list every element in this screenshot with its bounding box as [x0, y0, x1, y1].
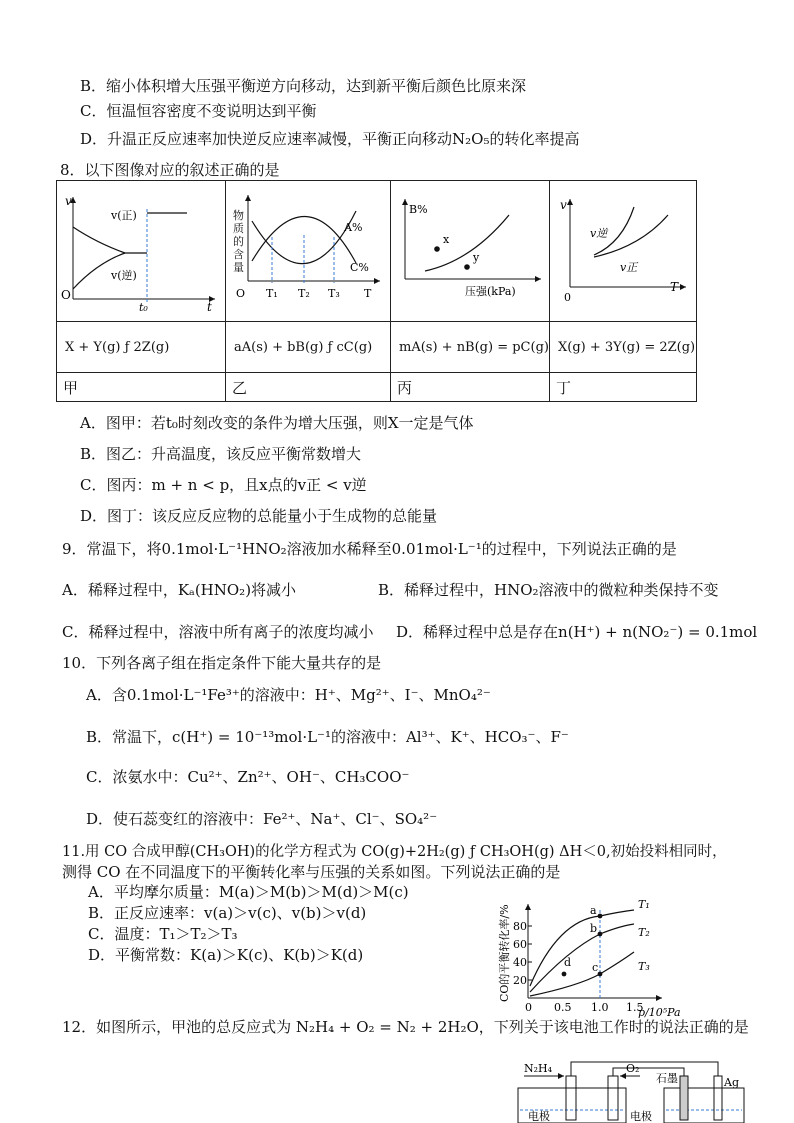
graph-jia-t: t	[207, 300, 212, 314]
q12-figure	[500, 1058, 760, 1123]
q9-option-c: C．稀释过程中，溶液中所有离子的浓度均减小	[62, 623, 374, 641]
q11-curve-t1: T₁	[638, 898, 650, 911]
q11-point-d: d	[564, 956, 572, 969]
q12-n2h4: N₂H₄	[524, 1062, 553, 1075]
graph-ding-o: 0	[564, 291, 571, 304]
q7-option-b: B．缩小体积增大压强平衡逆方向移动，达到新平衡后颜色比原来深	[80, 77, 527, 95]
graph-yi	[226, 181, 391, 322]
q11-point-b: b	[590, 922, 598, 935]
graph-ding-svg	[550, 181, 696, 317]
q8-option-c: C．图丙：m + n < p，且x点的v正 < v逆	[80, 476, 367, 494]
q11-point-c: c	[592, 961, 599, 974]
q11-stem-line2: 测得 CO 在不同温度下的平衡转化率与压强的关系如图。下列说法正确的是	[62, 863, 561, 881]
q9-option-a: A．稀释过程中，Kₐ(HNO₂)将减小	[62, 581, 297, 599]
graph-yi-ylabel: 物质的含量	[233, 209, 244, 274]
graph-bing-y: y	[473, 251, 480, 264]
q11-option-a: A．平均摩尔质量：M(a)＞M(b)＞M(d)＞M(c)	[88, 883, 409, 901]
q8-stem: 8．以下图像对应的叙述正确的是	[60, 161, 280, 179]
q10-stem: 10．下列各离子组在指定条件下能大量共存的是	[62, 654, 382, 672]
graph-jia-t0: t₀	[139, 301, 148, 314]
q11-ytick-60: 60	[513, 938, 527, 951]
graph-yi-t: T	[364, 287, 372, 300]
eq-jia: X + Y(g) ƒ 2Z(g)	[57, 322, 226, 373]
q11-option-c: C．温度：T₁＞T₂＞T₃	[88, 925, 238, 943]
q12-electrode-1: 电极	[528, 1110, 550, 1123]
graph-jia-v-forward: v(正)	[111, 209, 137, 222]
graph-yi-svg	[226, 181, 390, 317]
graph-ding-v-forward: v正	[620, 261, 638, 274]
eq-yi: aA(s) + bB(g) ƒ cC(g)	[226, 322, 391, 373]
q8-option-a: A．图甲：若t₀时刻改变的条件为增大压强，则X一定是气体	[80, 414, 474, 432]
q11-chart	[488, 890, 688, 1018]
q11-ytick-20: 20	[513, 974, 527, 987]
graph-bing	[391, 181, 550, 322]
graph-ding-v: v	[560, 198, 567, 212]
q10-option-b: B．常温下，c(H⁺) = 10⁻¹³mol·L⁻¹的溶液中：Al³⁺、K⁺、HCO₃⁻、F⁻	[86, 728, 569, 746]
graph-yi-t3: T₃	[328, 287, 340, 300]
q10-option-c: C．浓氨水中：Cu²⁺、Zn²⁺、OH⁻、CH₃COO⁻	[86, 768, 410, 786]
graph-yi-o: O	[236, 287, 246, 300]
q10-option-a: A．含0.1mol·L⁻¹Fe³⁺的溶液中：H⁺、Mg²⁺、I⁻、MnO₄²⁻	[86, 686, 491, 704]
graph-yi-t2: T₂	[298, 287, 310, 300]
graph-bing-x: x	[443, 233, 450, 246]
name-yi: 乙	[226, 373, 391, 402]
q11-option-b: B．正反应速率：v(a)＞v(c)、v(b)＞v(d)	[88, 904, 367, 922]
q11-ylabel: CO的平衡转化率/%	[498, 904, 511, 1002]
eq-ding: X(g) + 3Y(g) = 2Z(g)	[550, 322, 697, 373]
eq-bing: mA(s) + nB(g) = pC(g)	[391, 322, 550, 373]
name-bing: 丙	[391, 373, 550, 402]
q11-curve-t3: T₃	[638, 960, 650, 973]
graph-yi-c-pct: C%	[350, 261, 369, 274]
graph-ding-t: T	[670, 280, 679, 294]
q11-xtick-1-5: 1.5	[626, 1001, 644, 1014]
graph-ding	[550, 181, 697, 322]
q11-point-a: a	[590, 904, 597, 917]
q8-option-b: B．图乙：升高温度，该反应平衡常数增大	[80, 445, 362, 463]
q9-stem: 9．常温下，将0.1mol·L⁻¹HNO₂溶液加水稀释至0.01mol·L⁻¹的过程中，下列说法正确的是	[62, 540, 677, 558]
q7-option-c: C．恒温恒容密度不变说明达到平衡	[80, 102, 317, 120]
graph-bing-xlabel: 压强(kPa)	[465, 285, 516, 298]
q8-figure-table	[56, 180, 697, 402]
q11-xlabel: p/10⁵Pa	[638, 1006, 681, 1018]
q12-stem: 12．如图所示，甲池的总反应式为 N₂H₄ + O₂ = N₂ + 2H₂O，下列关于该电池工作时的说法正确的是	[62, 1018, 749, 1036]
graph-jia-svg	[57, 181, 225, 317]
graph-jia-v: v	[65, 194, 72, 208]
q12-ag: Ag	[724, 1076, 739, 1089]
q7-option-d: D．升温正反应速率加快逆反应速率减慢，平衡正向移动N₂O₅的转化率提高	[80, 130, 580, 148]
q12-graphite: 石墨	[656, 1072, 678, 1085]
q11-xtick-0-5: 0.5	[554, 1001, 572, 1014]
q9-option-d: D．稀释过程中总是存在n(H⁺) + n(NO₂⁻) = 0.1mol	[396, 623, 758, 641]
q9-option-b: B．稀释过程中，HNO₂溶液中的微粒种类保持不变	[378, 581, 719, 599]
q11-xtick-0: 0	[525, 1001, 532, 1014]
name-ding: 丁	[550, 373, 697, 402]
q11-option-d: D．平衡常数：K(a)＞K(c)、K(b)＞K(d)	[88, 946, 364, 964]
q12-electrode-2: 电极	[630, 1110, 652, 1123]
name-jia: 甲	[57, 373, 226, 402]
q11-xtick-1-0: 1.0	[591, 1001, 609, 1014]
graph-bing-ylabel: B%	[409, 203, 428, 216]
graph-bing-svg	[391, 181, 549, 317]
q11-curve-t2: T₂	[638, 926, 650, 939]
graph-yi-a-pct: A%	[344, 221, 363, 234]
graph-ding-v-reverse: v逆	[590, 227, 608, 240]
q12-o2: O₂	[626, 1062, 640, 1075]
q11-ytick-80: 80	[513, 920, 527, 933]
graph-jia-v-reverse: v(逆)	[111, 269, 137, 282]
q11-ytick-40: 40	[513, 956, 527, 969]
q11-stem-line1: 11.用 CO 合成甲醇(CH₃OH)的化学方程式为 CO(g)+2H₂(g) ƒ CH₃OH(g) ΔH＜0,初始投料相同时，	[62, 844, 727, 860]
graph-jia	[57, 181, 226, 322]
q8-option-d: D．图丁：该反应反应物的总能量小于生成物的总能量	[80, 507, 438, 525]
graph-yi-t1: T₁	[266, 287, 278, 300]
q10-option-d: D．使石蕊变红的溶液中：Fe²⁺、Na⁺、Cl⁻、SO₄²⁻	[86, 810, 438, 828]
graph-jia-o: O	[61, 288, 71, 302]
